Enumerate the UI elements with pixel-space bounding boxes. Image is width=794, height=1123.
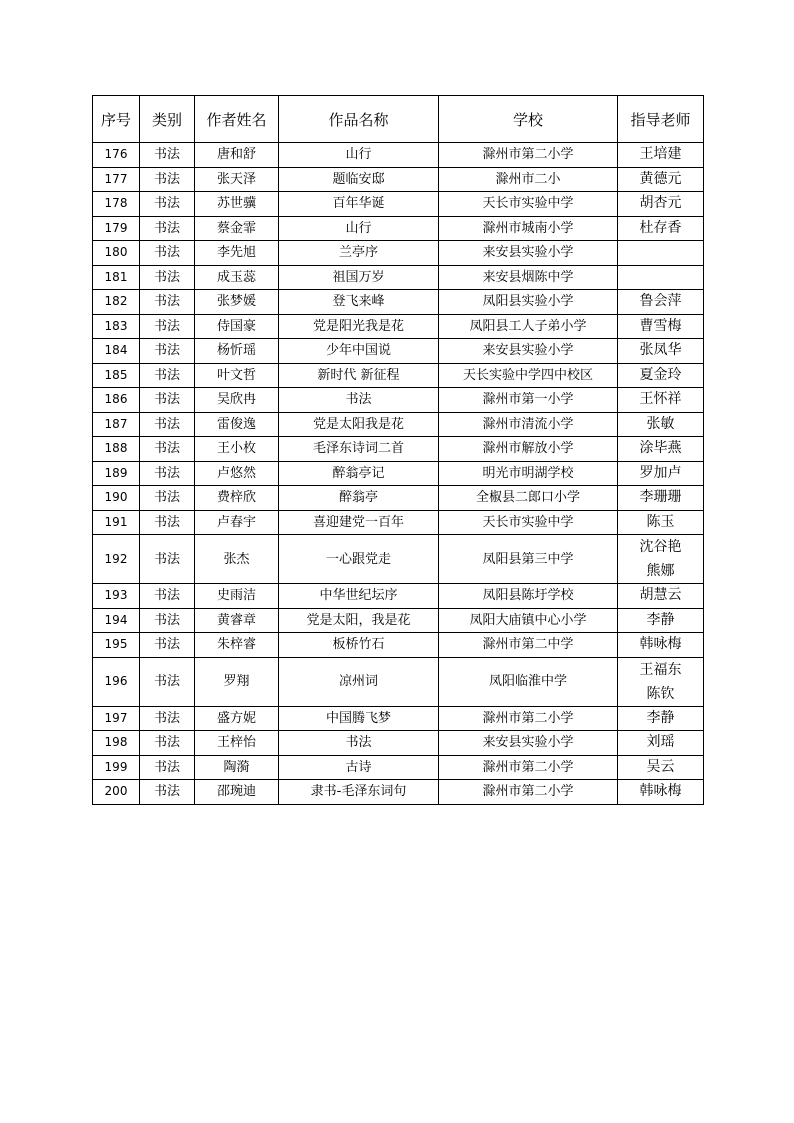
teacher-name: 黄德元 (639, 170, 682, 187)
cell-teacher (618, 216, 704, 241)
cell-work-title: 山行 (279, 216, 439, 241)
cell-teacher (618, 241, 704, 266)
cell-work-title: 隶书-毛泽东词句 (279, 780, 439, 805)
award-list-table-wrapper (92, 95, 703, 805)
cell-school: 凤阳县陈圩学校 (439, 584, 618, 609)
cell-category: 书法 (140, 339, 195, 364)
cell-work-title: 登飞来峰 (279, 290, 439, 315)
table-row (93, 339, 704, 364)
cell-number: 191 (93, 510, 140, 535)
table-row (93, 363, 704, 388)
cell-category: 书法 (140, 755, 195, 780)
cell-teacher (618, 461, 704, 486)
cell-category: 书法 (140, 412, 195, 437)
cell-work-title: 中华世纪坛序 (279, 584, 439, 609)
cell-work-title: 新时代 新征程 (279, 363, 439, 388)
cell-work-title: 凉州词 (279, 657, 439, 706)
cell-teacher (618, 706, 704, 731)
cell-author: 罗翔 (195, 657, 279, 706)
header-work-title: 作品名称 (279, 96, 439, 143)
cell-author: 蔡金霏 (195, 216, 279, 241)
cell-category: 书法 (140, 437, 195, 462)
teacher-name: 刘瑶 (646, 734, 675, 751)
cell-author: 邵琬迪 (195, 780, 279, 805)
cell-category: 书法 (140, 314, 195, 339)
cell-category: 书法 (140, 657, 195, 706)
cell-school: 滁州市第一小学 (439, 388, 618, 413)
cell-author: 张杰 (195, 535, 279, 584)
cell-number: 196 (93, 657, 140, 706)
table-row (93, 167, 704, 192)
cell-work-title: 喜迎建党一百年 (279, 510, 439, 535)
teacher-name: 王福东 (639, 661, 682, 678)
cell-teacher (618, 314, 704, 339)
cell-school: 来安县烟陈中学 (439, 265, 618, 290)
cell-number: 195 (93, 633, 140, 658)
teacher-name: 杜存香 (639, 219, 682, 236)
cell-work-title: 兰亭序 (279, 241, 439, 266)
teacher-name: 韩咏梅 (639, 636, 682, 653)
cell-number: 189 (93, 461, 140, 486)
table-row (93, 388, 704, 413)
cell-author: 卢春宇 (195, 510, 279, 535)
cell-author: 雷俊逸 (195, 412, 279, 437)
cell-number: 197 (93, 706, 140, 731)
header-number: 序号 (93, 96, 140, 143)
cell-number: 179 (93, 216, 140, 241)
cell-category: 书法 (140, 780, 195, 805)
cell-teacher (618, 339, 704, 364)
cell-number: 198 (93, 731, 140, 756)
cell-school: 滁州市第二小学 (439, 706, 618, 731)
cell-category: 书法 (140, 461, 195, 486)
cell-teacher (618, 731, 704, 756)
table-row (93, 143, 704, 168)
cell-category: 书法 (140, 216, 195, 241)
cell-teacher (618, 265, 704, 290)
teacher-name: 李珊珊 (639, 489, 682, 506)
cell-school: 来安县实验小学 (439, 339, 618, 364)
cell-number: 199 (93, 755, 140, 780)
cell-author: 黄睿章 (195, 608, 279, 633)
cell-school: 滁州市二小 (439, 167, 618, 192)
cell-work-title: 山行 (279, 143, 439, 168)
teacher-name: 李静 (646, 611, 675, 628)
teacher-name: 罗加卢 (639, 464, 682, 481)
cell-teacher (618, 412, 704, 437)
cell-author: 唐和舒 (195, 143, 279, 168)
cell-author: 苏世骥 (195, 192, 279, 217)
cell-work-title: 古诗 (279, 755, 439, 780)
cell-teacher (618, 167, 704, 192)
cell-school: 滁州市第二小学 (439, 143, 618, 168)
cell-category: 书法 (140, 633, 195, 658)
cell-school: 滁州市解放小学 (439, 437, 618, 462)
cell-category: 书法 (140, 241, 195, 266)
award-list-table (92, 95, 704, 805)
table-row (93, 265, 704, 290)
teacher-name: 陈钦 (646, 685, 675, 702)
header-category: 类别 (140, 96, 195, 143)
header-teacher: 指导老师 (618, 96, 704, 143)
cell-category: 书法 (140, 265, 195, 290)
cell-number: 188 (93, 437, 140, 462)
table-row (93, 657, 704, 706)
cell-number: 192 (93, 535, 140, 584)
table-row (93, 437, 704, 462)
teacher-name: 胡杏元 (639, 195, 682, 212)
table-row (93, 216, 704, 241)
cell-author: 张梦媛 (195, 290, 279, 315)
cell-teacher (618, 633, 704, 658)
cell-teacher (618, 535, 704, 584)
cell-school: 全椒县二郎口小学 (439, 486, 618, 511)
cell-teacher (618, 143, 704, 168)
teacher-name: 吴云 (646, 758, 675, 775)
table-body (93, 143, 704, 805)
cell-number: 185 (93, 363, 140, 388)
cell-number: 194 (93, 608, 140, 633)
cell-number: 176 (93, 143, 140, 168)
cell-work-title: 一心跟党走 (279, 535, 439, 584)
cell-teacher (618, 290, 704, 315)
cell-school: 凤阳县工人子弟小学 (439, 314, 618, 339)
teacher-name: 李静 (646, 709, 675, 726)
cell-author: 费梓欣 (195, 486, 279, 511)
cell-author: 成玉蕊 (195, 265, 279, 290)
header-author: 作者姓名 (195, 96, 279, 143)
cell-teacher (618, 388, 704, 413)
cell-number: 183 (93, 314, 140, 339)
table-row (93, 412, 704, 437)
cell-school: 天长市实验中学 (439, 510, 618, 535)
cell-number: 190 (93, 486, 140, 511)
table-row (93, 510, 704, 535)
cell-number: 186 (93, 388, 140, 413)
cell-teacher (618, 486, 704, 511)
table-row (93, 241, 704, 266)
cell-work-title: 醉翁亭 (279, 486, 439, 511)
cell-work-title: 题临安邸 (279, 167, 439, 192)
cell-teacher (618, 363, 704, 388)
cell-school: 凤阳县实验小学 (439, 290, 618, 315)
cell-school: 天长实验中学四中校区 (439, 363, 618, 388)
cell-author: 叶文哲 (195, 363, 279, 388)
cell-school: 滁州市第二小学 (439, 780, 618, 805)
cell-school: 滁州市第二小学 (439, 755, 618, 780)
cell-category: 书法 (140, 290, 195, 315)
cell-teacher (618, 755, 704, 780)
cell-author: 侍国豪 (195, 314, 279, 339)
cell-school: 滁州市第二中学 (439, 633, 618, 658)
cell-category: 书法 (140, 167, 195, 192)
cell-work-title: 党是太阳，我是花 (279, 608, 439, 633)
cell-author: 史雨洁 (195, 584, 279, 609)
cell-work-title: 毛泽东诗词二首 (279, 437, 439, 462)
cell-work-title: 书法 (279, 731, 439, 756)
cell-school: 凤阳临淮中学 (439, 657, 618, 706)
cell-category: 书法 (140, 510, 195, 535)
cell-author: 吴欣冉 (195, 388, 279, 413)
cell-category: 书法 (140, 584, 195, 609)
cell-category: 书法 (140, 388, 195, 413)
cell-teacher (618, 510, 704, 535)
cell-author: 王小枚 (195, 437, 279, 462)
table-row (93, 780, 704, 805)
cell-category: 书法 (140, 363, 195, 388)
cell-work-title: 醉翁亭记 (279, 461, 439, 486)
cell-number: 182 (93, 290, 140, 315)
teacher-name: 张敏 (646, 415, 675, 432)
cell-category: 书法 (140, 192, 195, 217)
cell-category: 书法 (140, 706, 195, 731)
cell-work-title: 板桥竹石 (279, 633, 439, 658)
cell-number: 187 (93, 412, 140, 437)
cell-teacher (618, 608, 704, 633)
table-row (93, 584, 704, 609)
cell-school: 滁州市城南小学 (439, 216, 618, 241)
cell-teacher (618, 437, 704, 462)
table-row (93, 314, 704, 339)
table-row (93, 461, 704, 486)
teacher-name: 鲁会萍 (639, 293, 682, 310)
cell-author: 卢悠然 (195, 461, 279, 486)
cell-teacher (618, 584, 704, 609)
cell-number: 184 (93, 339, 140, 364)
cell-number: 193 (93, 584, 140, 609)
cell-school: 天长市实验中学 (439, 192, 618, 217)
table-row (93, 608, 704, 633)
cell-school: 明光市明湖学校 (439, 461, 618, 486)
cell-author: 王梓怡 (195, 731, 279, 756)
cell-school: 来安县实验小学 (439, 731, 618, 756)
cell-work-title: 中国腾飞梦 (279, 706, 439, 731)
cell-school: 滁州市清流小学 (439, 412, 618, 437)
cell-work-title: 党是太阳我是花 (279, 412, 439, 437)
teacher-name: 张凤华 (639, 342, 682, 359)
header-row (93, 96, 704, 143)
cell-category: 书法 (140, 731, 195, 756)
teacher-name: 胡慧云 (639, 587, 682, 604)
teacher-name: 陈玉 (646, 513, 675, 530)
table-row (93, 706, 704, 731)
header-school: 学校 (439, 96, 618, 143)
table-row (93, 535, 704, 584)
cell-author: 李先旭 (195, 241, 279, 266)
teacher-name: 王培建 (639, 146, 682, 163)
cell-number: 181 (93, 265, 140, 290)
cell-category: 书法 (140, 608, 195, 633)
teacher-name: 曹雪梅 (639, 317, 682, 334)
teacher-name: 熊娜 (646, 563, 675, 579)
cell-number: 178 (93, 192, 140, 217)
cell-category: 书法 (140, 535, 195, 584)
cell-teacher (618, 657, 704, 706)
table-row (93, 755, 704, 780)
cell-author: 盛方妮 (195, 706, 279, 731)
cell-teacher (618, 780, 704, 805)
cell-category: 书法 (140, 486, 195, 511)
table-row (93, 486, 704, 511)
table-row (93, 290, 704, 315)
teacher-name: 王怀祥 (639, 391, 682, 408)
cell-work-title: 百年华诞 (279, 192, 439, 217)
teacher-name: 韩咏梅 (639, 783, 682, 800)
cell-work-title: 少年中国说 (279, 339, 439, 364)
table-row (93, 633, 704, 658)
cell-school: 凤阳县第三中学 (439, 535, 618, 584)
cell-work-title: 党是阳光我是花 (279, 314, 439, 339)
cell-category: 书法 (140, 143, 195, 168)
table-row (93, 731, 704, 756)
cell-work-title: 书法 (279, 388, 439, 413)
cell-author: 朱梓睿 (195, 633, 279, 658)
teacher-name: 夏金玲 (639, 366, 682, 383)
cell-author: 陶漪 (195, 755, 279, 780)
teacher-name: 沈谷艳 (639, 539, 682, 555)
cell-school: 凤阳大庙镇中心小学 (439, 608, 618, 633)
cell-teacher (618, 192, 704, 217)
cell-number: 200 (93, 780, 140, 805)
table-row (93, 192, 704, 217)
cell-work-title: 祖国万岁 (279, 265, 439, 290)
cell-school: 来安县实验小学 (439, 241, 618, 266)
cell-author: 张天泽 (195, 167, 279, 192)
cell-number: 180 (93, 241, 140, 266)
teacher-name: 涂毕燕 (639, 440, 682, 457)
cell-author: 杨忻瑶 (195, 339, 279, 364)
cell-number: 177 (93, 167, 140, 192)
